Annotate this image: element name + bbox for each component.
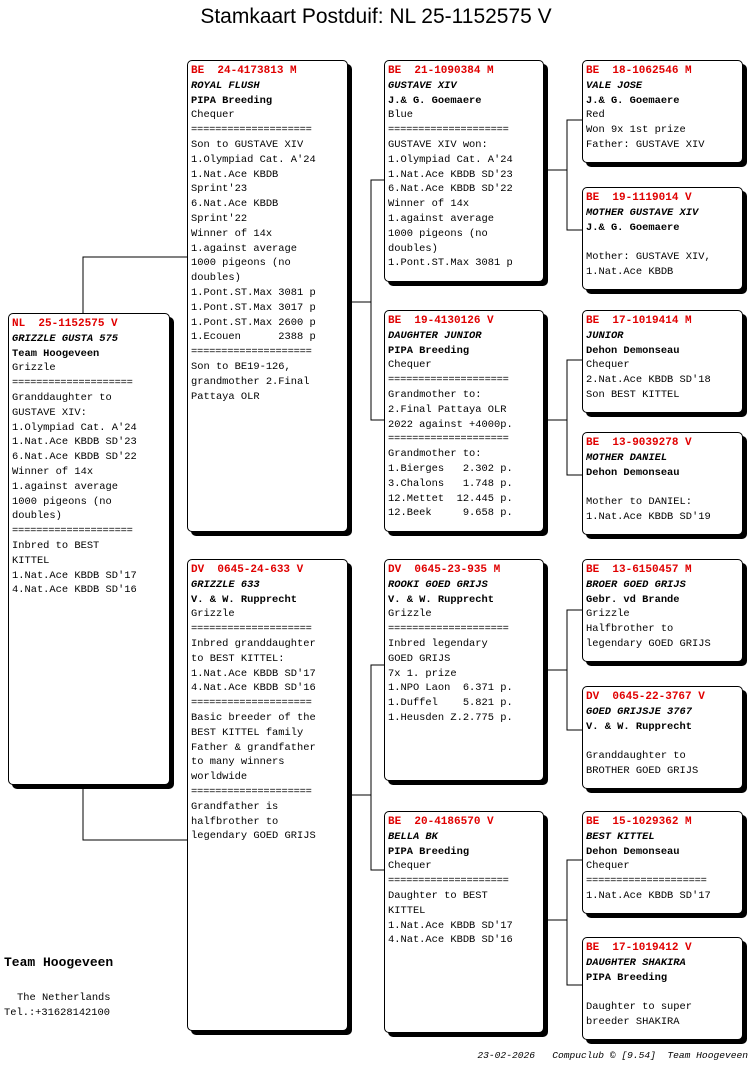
separator-line: ====================: [191, 697, 312, 710]
ring-number: DV 0645-23-935 M: [388, 564, 501, 576]
separator-line: ====================: [586, 875, 707, 888]
ring-number: BE 18-1062546 M: [586, 65, 692, 77]
note-line: 6.Nat.Ace KBDB SD'22: [388, 183, 513, 196]
note-line: 1.Bierges 2.302 p.: [388, 462, 513, 475]
breeder-name: PIPA Breeding: [388, 344, 470, 357]
pigeon-card-fmm[interactable]: [582, 432, 743, 535]
pigeon-card-mmm[interactable]: [582, 937, 743, 1040]
pigeon-card-mm[interactable]: [384, 811, 544, 1033]
note-line: 1000 pigeons (no: [12, 495, 112, 508]
ring-number: BE 17-1019412 V: [586, 942, 692, 954]
breeder-name: PIPA Breeding: [388, 845, 470, 858]
card-notes: [586, 480, 739, 524]
note-line: Grizzle: [191, 608, 235, 621]
breeder-name: Dehon Demonseau: [586, 845, 680, 858]
separator-line: ====================: [191, 623, 312, 636]
note-line: Grizzle: [586, 608, 630, 621]
note-line: Grandfather is: [191, 800, 279, 813]
pigeon-name: JUNIOR: [586, 329, 624, 342]
note-line: Won 9x 1st prize: [586, 124, 686, 137]
pigeon-card-fff[interactable]: [582, 60, 743, 163]
note-line: Inbred to BEST: [12, 539, 100, 552]
breeder-name: PIPA Breeding: [191, 94, 273, 107]
note-line: 1.Nat.Ace KBDB: [586, 265, 674, 278]
card-notes: [12, 361, 166, 598]
note-line: to many winners: [191, 756, 285, 769]
note-line: Blue: [388, 109, 413, 122]
note-line: Grizzle: [12, 362, 56, 375]
breeder-name: J.& G. Goemaere: [388, 94, 482, 107]
note-line: BEST KITTEL family: [191, 726, 304, 739]
breeder-name: V. & W. Rupprecht: [586, 720, 693, 733]
separator-line: ====================: [12, 377, 133, 390]
note-line: 4.Nat.Ace KBDB SD'16: [388, 934, 513, 947]
note-line: Halfbrother to: [586, 623, 674, 636]
note-line: Mother to DANIEL:: [586, 496, 693, 509]
note-line: Chequer: [586, 860, 630, 873]
note-line: GOED GRIJS: [388, 652, 451, 665]
separator-line: ====================: [388, 124, 509, 137]
note-line: 2022 against +4000p.: [388, 418, 513, 431]
note-line: KITTEL: [388, 904, 426, 917]
breeder-name: V. & W. Rupprecht: [388, 593, 495, 606]
ring-number: DV 0645-22-3767 V: [586, 691, 705, 703]
note-line: Chequer: [586, 359, 630, 372]
pigeon-name: DAUGHTER JUNIOR: [388, 329, 482, 342]
note-line: GUSTAVE XIV won:: [388, 138, 488, 151]
note-line: Sprint'22: [191, 212, 248, 225]
note-line: 1.Nat.Ace KBDB SD'19: [586, 510, 711, 523]
pigeon-card-mfm[interactable]: [582, 686, 743, 789]
note-line: 1.Nat.Ace KBDB SD'17: [586, 889, 711, 902]
note-line: Red: [586, 109, 605, 122]
note-line: 1.Nat.Ace KBDB: [191, 168, 279, 181]
owner-country: The Netherlands: [17, 992, 111, 1004]
pigeon-name: ROYAL FLUSH: [191, 79, 260, 92]
card-notes: [586, 985, 739, 1029]
note-line: 2.Final Pattaya OLR: [388, 403, 507, 416]
note-line: to BEST KITTEL:: [191, 652, 285, 665]
note-line: 1.Pont.ST.Max 3081 p: [191, 286, 316, 299]
note-line: 1.NPO Laon 6.371 p.: [388, 682, 513, 695]
note-line: [586, 985, 739, 1000]
note-line: Winner of 14x: [12, 465, 94, 478]
pigeon-name: GUSTAVE XIV: [388, 79, 457, 92]
note-line: BROTHER GOED GRIJS: [586, 764, 699, 777]
note-line: legendary GOED GRIJS: [586, 637, 711, 650]
pigeon-name: MOTHER GUSTAVE XIV: [586, 206, 699, 219]
breeder-name: Team Hoogeveen: [12, 347, 100, 360]
card-notes: [191, 607, 344, 844]
note-line: 12.Beek 9.658 p.: [388, 507, 513, 520]
separator-line: ====================: [388, 374, 509, 387]
note-line: 12.Mettet 12.445 p.: [388, 492, 513, 505]
owner-name: Team Hoogeveen: [4, 955, 114, 970]
card-notes: [586, 607, 739, 651]
note-line: 1.Nat.Ace KBDB SD'17: [191, 667, 316, 680]
note-line: Inbred granddaughter: [191, 637, 316, 650]
pigeon-card-ffm[interactable]: [582, 187, 743, 290]
pigeon-card-mmf[interactable]: [582, 811, 743, 914]
ring-number: BE 20-4186570 V: [388, 816, 494, 828]
note-line: Winner of 14x: [388, 198, 470, 211]
note-line: Sprint'23: [191, 183, 248, 196]
note-line: Grandmother to:: [388, 448, 482, 461]
pigeon-name: GRIZZLE GUSTA 575: [12, 332, 119, 345]
note-line: Father & grandfather: [191, 741, 316, 754]
card-notes: [586, 358, 739, 402]
card-notes: [586, 235, 739, 279]
note-line: Chequer: [388, 359, 432, 372]
card-notes: [586, 859, 739, 903]
note-line: Mother: GUSTAVE XIV,: [586, 251, 711, 264]
breeder-name: V. & W. Rupprecht: [191, 593, 298, 606]
note-line: 1000 pigeons (no: [191, 257, 291, 270]
page-title: Stamkaart Postduif: NL 25-1152575 V: [200, 5, 552, 28]
card-notes: [191, 108, 344, 404]
pigeon-card-subject[interactable]: [8, 313, 170, 785]
pigeon-card-mff[interactable]: [582, 559, 743, 662]
note-line: Son BEST KITTEL: [586, 388, 680, 401]
card-notes: [388, 859, 540, 948]
pigeon-name: VALE JOSE: [586, 79, 643, 92]
note-line: 1.Nat.Ace KBDB SD'23: [388, 168, 513, 181]
separator-line: ====================: [388, 433, 509, 446]
note-line: 6.Nat.Ace KBDB: [191, 198, 279, 211]
separator-line: ====================: [191, 124, 312, 137]
note-line: 1.Olympiad Cat. A'24: [12, 421, 137, 434]
note-line: halfbrother to: [191, 815, 279, 828]
ring-number: BE 13-9039278 V: [586, 437, 692, 449]
note-line: 7x 1. prize: [388, 667, 457, 680]
note-line: 6.Nat.Ace KBDB SD'22: [12, 451, 137, 464]
note-line: Granddaughter to: [12, 391, 112, 404]
note-line: Granddaughter to: [586, 750, 686, 763]
pigeon-name: BELLA BK: [388, 830, 438, 843]
ring-number: BE 21-1090384 M: [388, 65, 494, 77]
note-line: [586, 235, 739, 250]
note-line: Pattaya OLR: [191, 390, 260, 403]
note-line: 4.Nat.Ace KBDB SD'16: [12, 584, 137, 597]
note-line: 1.Duffel 5.821 p.: [388, 697, 513, 710]
pigeon-card-fm[interactable]: [384, 310, 544, 532]
breeder-name: PIPA Breeding: [586, 971, 668, 984]
breeder-name: Dehon Demonseau: [586, 344, 680, 357]
note-line: doubles): [191, 272, 241, 285]
breeder-name: J.& G. Goemaere: [586, 94, 680, 107]
separator-line: ====================: [12, 525, 133, 538]
note-line: 1.Heusden Z.2.775 p.: [388, 711, 513, 724]
note-line: 1.Nat.Ace KBDB SD'23: [12, 436, 137, 449]
ring-number: BE 17-1019414 M: [586, 315, 692, 327]
note-line: grandmother 2.Final: [191, 375, 310, 388]
note-line: doubles): [388, 242, 438, 255]
footer-credit: 23-02-2026 Compuclub © [9.54] Team Hoogeveen: [477, 1050, 748, 1061]
note-line: 1.against average: [191, 242, 298, 255]
note-line: GUSTAVE XIV:: [12, 406, 87, 419]
card-notes: [388, 358, 540, 521]
pigeon-card-mother[interactable]: [187, 559, 348, 1031]
note-line: 1.Pont.ST.Max 3017 p: [191, 301, 316, 314]
ring-number: BE 19-4130126 V: [388, 315, 494, 327]
note-line: Grizzle: [388, 608, 432, 621]
ring-number: NL 25-1152575 V: [12, 318, 118, 330]
note-line: 1.against average: [12, 480, 119, 493]
card-notes: [586, 734, 739, 778]
pigeon-name: BROER GOED GRIJS: [586, 578, 686, 591]
note-line: worldwide: [191, 771, 248, 784]
ring-number: BE 15-1029362 M: [586, 816, 692, 828]
separator-line: ====================: [388, 623, 509, 636]
note-line: Inbred legendary: [388, 637, 488, 650]
note-line: [586, 734, 739, 749]
ring-number: BE 19-1119014 V: [586, 192, 692, 204]
pigeon-name: ROOKI GOED GRIJS: [388, 578, 488, 591]
note-line: [586, 480, 739, 495]
note-line: Basic breeder of the: [191, 711, 316, 724]
note-line: Grandmother to:: [388, 388, 482, 401]
note-line: 1.Nat.Ace KBDB SD'17: [12, 569, 137, 582]
note-line: Daughter to super: [586, 1001, 693, 1014]
note-line: 3.Chalons 1.748 p.: [388, 477, 513, 490]
ring-number: BE 13-6150457 M: [586, 564, 692, 576]
note-line: 1.Ecouen 2388 p: [191, 331, 316, 344]
note-line: 4.Nat.Ace KBDB SD'16: [191, 682, 316, 695]
separator-line: ====================: [191, 346, 312, 359]
pigeon-card-ff[interactable]: [384, 60, 544, 282]
pigeon-name: GOED GRIJSJE 3767: [586, 705, 693, 718]
note-line: Son to GUSTAVE XIV: [191, 138, 304, 151]
owner-telephone: Tel.:+31628142100: [4, 1007, 111, 1019]
note-line: 1.Pont.ST.Max 3081 p: [388, 257, 513, 270]
card-notes: [586, 108, 739, 152]
separator-line: ====================: [388, 875, 509, 888]
note-line: 1.Olympiad Cat. A'24: [191, 153, 316, 166]
note-line: 1.against average: [388, 212, 495, 225]
note-line: 2.Nat.Ace KBDB SD'18: [586, 374, 711, 387]
pigeon-card-father[interactable]: [187, 60, 348, 532]
pigeon-card-mf[interactable]: [384, 559, 544, 781]
note-line: 1.Nat.Ace KBDB SD'17: [388, 919, 513, 932]
note-line: breeder SHAKIRA: [586, 1015, 680, 1028]
note-line: 1000 pigeons (no: [388, 227, 488, 240]
card-notes: [388, 108, 540, 271]
breeder-name: Gebr. vd Brande: [586, 593, 680, 606]
pigeon-card-fmf[interactable]: [582, 310, 743, 413]
note-line: Chequer: [191, 109, 235, 122]
pigeon-name: BEST KITTEL: [586, 830, 655, 843]
ring-number: DV 0645-24-633 V: [191, 564, 304, 576]
card-notes: [388, 607, 540, 725]
note-line: doubles): [12, 510, 62, 523]
note-line: 1.Olympiad Cat. A'24: [388, 153, 513, 166]
note-line: Father: GUSTAVE XIV: [586, 138, 705, 151]
pigeon-name: MOTHER DANIEL: [586, 451, 668, 464]
pigeon-name: DAUGHTER SHAKIRA: [586, 956, 686, 969]
ring-number: BE 24-4173813 M: [191, 65, 297, 77]
note-line: KITTEL: [12, 554, 50, 567]
pigeon-name: GRIZZLE 633: [191, 578, 260, 591]
note-line: Chequer: [388, 860, 432, 873]
breeder-name: Dehon Demonseau: [586, 466, 680, 479]
note-line: 1.Pont.ST.Max 2600 p: [191, 316, 316, 329]
note-line: Winner of 14x: [191, 227, 273, 240]
note-line: legendary GOED GRIJS: [191, 830, 316, 843]
note-line: Daughter to BEST: [388, 889, 488, 902]
breeder-name: J.& G. Goemaere: [586, 221, 680, 234]
separator-line: ====================: [191, 785, 312, 798]
note-line: Son to BE19-126,: [191, 360, 291, 373]
